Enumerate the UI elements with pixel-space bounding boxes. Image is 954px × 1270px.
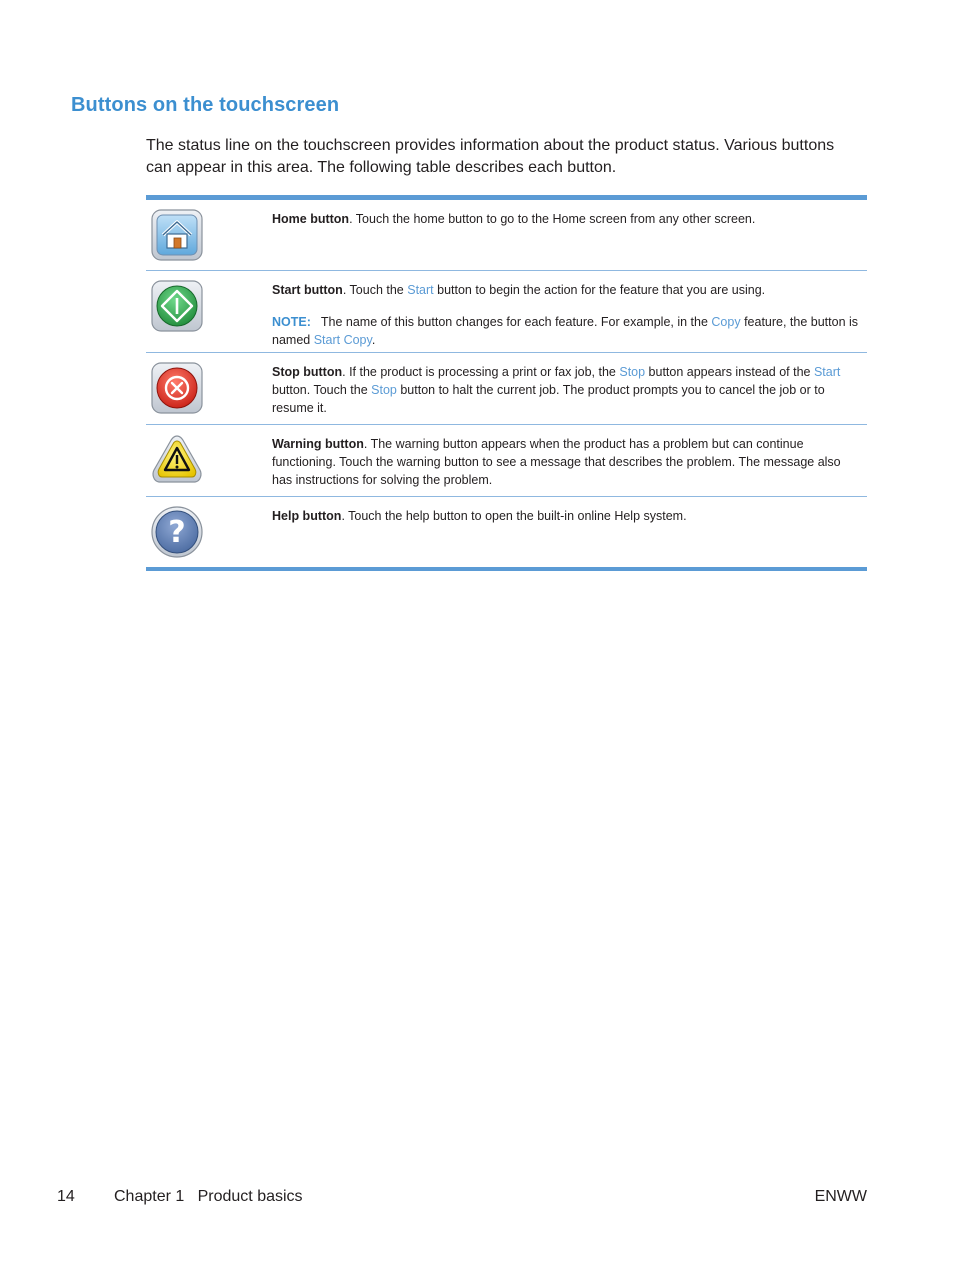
description-text: . Touch the home button to go to the Home screen from any other screen. [349,212,756,226]
description-text: button to halt the current job. The product prompts you to cancel the job or to resume it. [272,383,825,415]
description-text: button to begin the action for the feature that you are using. [433,283,766,297]
table-row-home [146,200,867,271]
icon-cell [146,271,272,352]
footer-code: ENWW [814,1188,867,1205]
button-name: Start button [272,283,343,297]
stop-icon [151,362,203,414]
icon-cell [146,425,272,496]
note-text: feature, the button is named [272,315,859,347]
section-heading: Buttons on the touchscreen [71,94,340,116]
start-icon [151,280,203,332]
copy-link: Copy [711,315,741,329]
stop-link: Stop [371,383,397,397]
note [272,313,859,349]
note-label: NOTE: [272,315,311,329]
chapter-title: Chapter 1 Product basics [114,1188,303,1205]
note-text: The name of this button changes for each feature. For example, in the [320,315,712,329]
description-text: . Touch the help button to open the built-in online Help system. [341,509,687,523]
description-text: . If the product is processing a print or fax job, the [342,365,620,379]
description-text: . Touch the [342,283,408,297]
table-row-stop [146,353,867,425]
description-cell [272,425,867,496]
table-row-start [146,271,867,353]
table-row-help [146,497,867,567]
start-copy-link: Start Copy [313,333,372,347]
table-row-warning [146,425,867,497]
button-name: Warning button [272,437,364,451]
icon-cell [146,200,272,270]
description-text: button. Touch the [272,383,372,397]
icon-cell [146,497,272,567]
warning-icon [151,434,203,486]
home-icon [151,209,203,261]
description-cell [272,271,867,352]
note-text: . [371,333,376,347]
icon-cell [146,353,272,424]
page-number: 14 [57,1188,75,1205]
description-text: button appears instead of the [645,365,814,379]
description-cell [272,497,867,567]
description-text: . The warning button appears when the product has a problem but can continue functioning. Touch the warning button to see a message that describes the problem. The message also has instructions for solving the problem. [272,437,841,487]
svg-text:?: ? [168,515,186,550]
description-cell [272,200,867,270]
button-name: Home button [272,212,350,226]
page-footer [57,1188,867,1210]
button-name: Stop button [272,365,343,379]
start-link: Start [813,365,841,379]
button-name: Help button [272,509,342,523]
stop-link: Stop [619,365,646,379]
intro-paragraph: The status line on the touchscreen provides information about the product status. Various buttons can appear in this area. The following table describes each button. [146,137,835,176]
help-icon [151,506,203,558]
description-cell [272,353,867,424]
start-link: Start [407,283,434,297]
buttons-table [146,195,867,571]
